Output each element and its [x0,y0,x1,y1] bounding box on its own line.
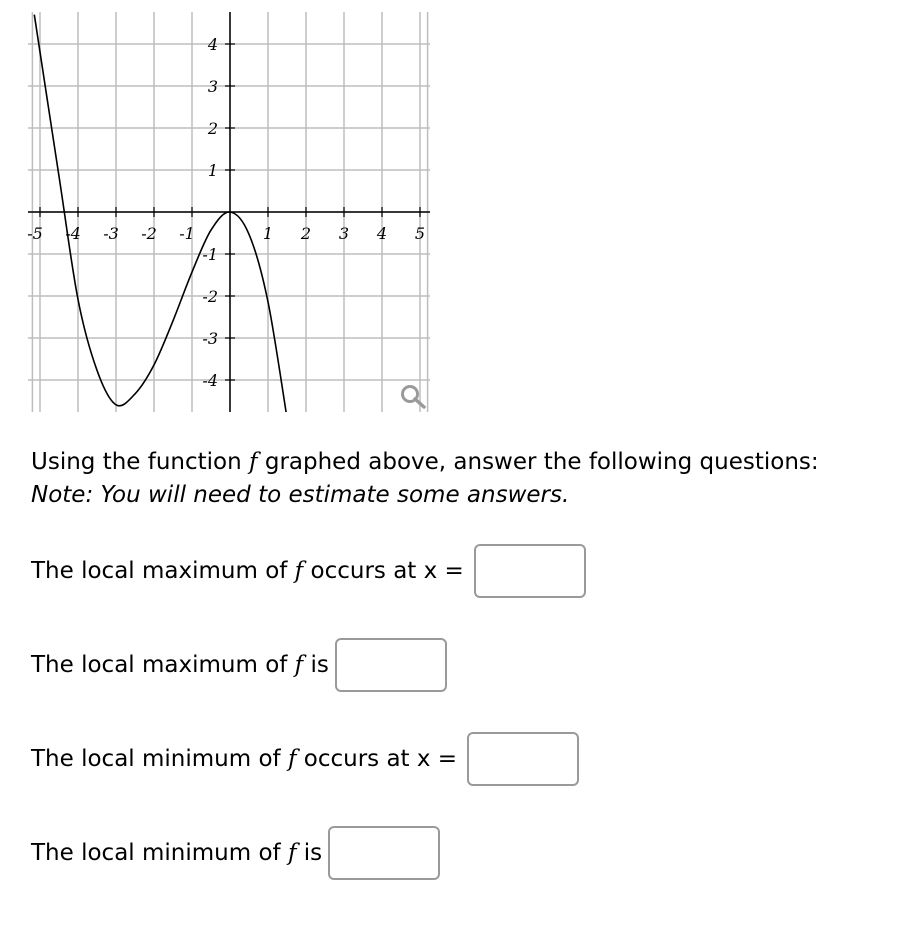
local-min-value-input[interactable] [328,826,440,880]
y-tick-label: -2 [202,287,218,306]
function-symbol: f [294,652,304,678]
question-local-min-x [31,732,579,786]
question-label [31,746,457,772]
question-label [31,558,464,584]
local-max-value-input[interactable] [335,638,447,692]
question-text-before: The local maximum of [31,558,288,584]
question-text-after: occurs at x = [303,746,458,772]
magnifier-icon[interactable] [398,382,428,412]
series-line-f [34,15,287,418]
question-label [31,652,329,678]
y-tick-label: -1 [202,245,218,264]
x-tick-label: 5 [414,224,426,243]
question-text-before: The local minimum of [31,840,281,866]
x-tick-label: -1 [179,224,195,243]
instructions [31,446,819,512]
question-local-max-value [31,638,447,692]
instructions-after: graphed above, answer the following questions: [264,449,819,475]
question-local-min-value [31,826,440,880]
function-symbol: f [287,840,297,866]
function-graph [0,0,440,420]
question-text-after: is [310,652,329,678]
question-label [31,840,322,866]
question-text-after: is [303,840,323,866]
function-symbol: f [287,746,297,772]
x-tick-label: 2 [300,224,312,243]
instructions-note: Note: You will need to estimate some answers. [31,482,570,508]
y-tick-label: -4 [202,371,218,390]
question-text-before: The local maximum of [31,652,288,678]
x-tick-label: -3 [103,224,119,243]
y-tick-label: 4 [207,35,218,54]
x-tick-label: -5 [27,224,43,243]
x-tick-label: -2 [141,224,157,243]
x-tick-label: 4 [376,224,388,243]
x-tick-label: -4 [65,224,81,243]
local-max-x-input[interactable] [474,544,586,598]
y-tick-label: 3 [207,77,218,96]
function-symbol: f [294,558,304,584]
x-tick-label: 3 [338,224,350,243]
function-symbol: f [249,449,258,475]
question-local-max-x [31,544,586,598]
local-min-x-input[interactable] [467,732,579,786]
question-text-before: The local minimum of [31,746,281,772]
y-tick-label: 2 [207,119,218,138]
instructions-line [31,446,819,479]
y-tick-label: -3 [202,329,218,348]
x-tick-label: 1 [262,224,274,243]
graph-svg [0,0,440,420]
y-tick-label: 1 [207,161,218,180]
question-text-after: occurs at x = [310,558,464,584]
instructions-before: Using the function [31,449,242,475]
